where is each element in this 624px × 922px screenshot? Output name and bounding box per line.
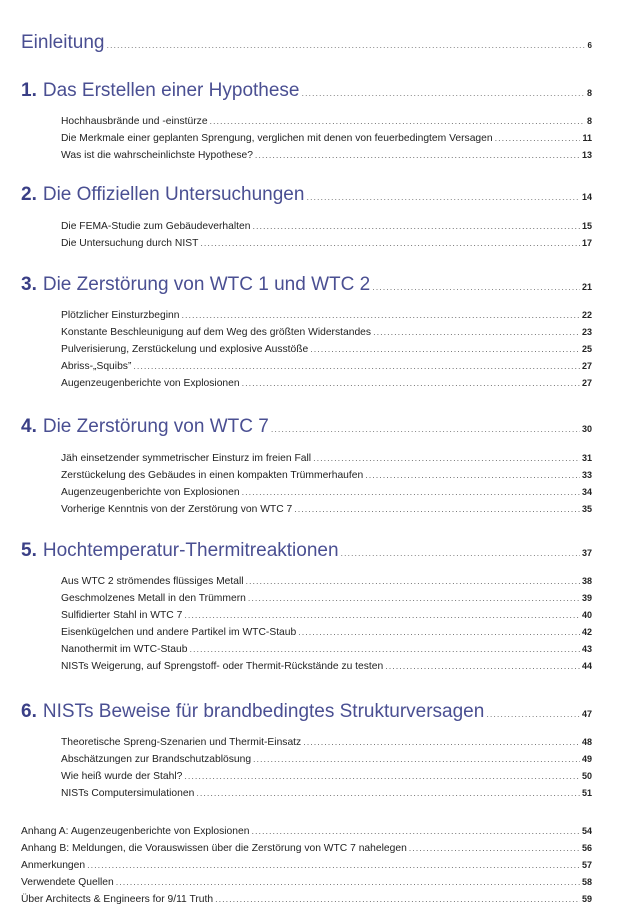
leader-dots — [294, 504, 580, 514]
toc-section[interactable] — [61, 644, 592, 655]
leader-dots — [248, 593, 580, 603]
section-label: Die Merkmale einer geplanten Sprengung, verglichen mit denen von feuerbedingtem Versagen — [61, 133, 493, 144]
toc-section[interactable] — [61, 627, 592, 638]
leader-dots — [310, 344, 580, 354]
section-page: 33 — [581, 470, 592, 480]
leader-dots — [196, 788, 580, 798]
section-page: 8 — [586, 116, 592, 126]
chapter-number: 4. — [21, 416, 37, 437]
section-label: Nanothermit im WTC-Staub — [61, 644, 188, 655]
leader-dots — [253, 754, 580, 764]
section-label: Die Untersuchung durch NIST — [61, 238, 199, 249]
toc-appendix-entry[interactable] — [21, 877, 592, 888]
leader-dots — [365, 470, 580, 480]
appendix-label: Anhang B: Meldungen, die Vorauswissen über die Zerstörung von WTC 7 nahelegen — [21, 843, 407, 854]
section-label: Was ist die wahrscheinlichste Hypothese? — [61, 150, 253, 161]
section-label: Jäh einsetzender symmetrischer Einsturz im freien Fall — [61, 453, 312, 464]
section-page: 49 — [581, 754, 592, 764]
leader-dots — [486, 709, 580, 719]
chapter-page: 47 — [581, 709, 592, 719]
section-page: 35 — [581, 504, 592, 514]
section-page: 40 — [581, 610, 592, 620]
section-label: Abschätzungen zur Brandschutzablösung — [61, 754, 252, 765]
chapter-page: 14 — [581, 192, 592, 202]
toc-appendix-entry[interactable] — [21, 860, 592, 871]
toc-section[interactable] — [61, 221, 592, 232]
section-page: 43 — [581, 644, 592, 654]
leader-dots — [246, 576, 580, 586]
section-label: Wie heiß wurde der Stahl? — [61, 771, 183, 782]
appendix-label: Über Architects & Engineers for 9/11 Truth — [21, 894, 214, 905]
toc-section[interactable] — [61, 737, 592, 748]
appendix-page: 58 — [581, 877, 592, 887]
leader-dots — [271, 424, 580, 434]
toc-appendix-entry[interactable] — [21, 843, 592, 854]
leader-dots — [215, 894, 580, 904]
section-label: Konstante Beschleunigung auf dem Weg des größten Widerstandes — [61, 327, 372, 338]
toc-section[interactable] — [61, 310, 592, 321]
toc-section[interactable] — [61, 361, 592, 372]
chapter-page: 21 — [581, 282, 592, 292]
leader-dots — [306, 192, 580, 202]
leader-dots — [372, 282, 580, 292]
section-label: Hochhausbrände und -einstürze — [61, 116, 208, 127]
section-page: 13 — [581, 150, 592, 160]
toc-appendix-entry[interactable] — [21, 894, 592, 905]
toc-chapter-1[interactable] — [21, 80, 592, 102]
section-page: 34 — [581, 487, 592, 497]
toc-section[interactable] — [61, 470, 592, 481]
section-page: 44 — [581, 661, 592, 671]
chapter-page: 30 — [581, 424, 592, 434]
chapter-number: 3. — [21, 274, 37, 295]
toc-section[interactable] — [61, 593, 592, 604]
section-label: Pulverisierung, Zerstückelung und explosive Ausstöße — [61, 344, 309, 355]
leader-dots — [251, 826, 580, 836]
appendix-page: 54 — [581, 826, 592, 836]
toc-section[interactable] — [61, 133, 592, 144]
toc-section[interactable] — [61, 788, 592, 799]
toc-section[interactable] — [61, 344, 592, 355]
entry-page: 6 — [587, 41, 592, 50]
leader-dots — [87, 860, 580, 870]
toc-chapter-4[interactable] — [21, 416, 592, 438]
toc-section[interactable] — [61, 238, 592, 249]
section-page: 48 — [581, 737, 592, 747]
chapter-number: 6. — [21, 701, 37, 722]
leader-dots — [133, 361, 580, 371]
toc-section[interactable] — [61, 116, 592, 127]
section-page: 17 — [581, 238, 592, 248]
section-label: Theoretische Spreng-Szenarien und Thermit-Einsatz — [61, 737, 302, 748]
section-page: 23 — [581, 327, 592, 337]
section-label: Aus WTC 2 strömendes flüssiges Metall — [61, 576, 244, 587]
toc-chapter-6[interactable] — [21, 701, 592, 723]
section-page: 25 — [581, 344, 592, 354]
section-page: 51 — [581, 788, 592, 798]
leader-dots — [313, 453, 580, 463]
leader-dots — [116, 877, 580, 887]
leader-dots — [385, 661, 580, 671]
section-page: 22 — [581, 310, 592, 320]
toc-chapter-2[interactable] — [21, 184, 592, 206]
section-page: 39 — [581, 593, 592, 603]
section-label: Die FEMA-Studie zum Gebäudeverhalten — [61, 221, 251, 232]
leader-dots — [181, 310, 580, 320]
leader-dots — [302, 88, 585, 98]
section-label: Augenzeugenberichte von Explosionen — [61, 378, 240, 389]
leader-dots — [242, 487, 580, 497]
section-label: Abriss-„Squibs” — [61, 361, 132, 372]
section-page: 11 — [582, 133, 592, 143]
toc-section[interactable] — [61, 610, 592, 621]
appendix-label: Anmerkungen — [21, 860, 86, 871]
leader-dots — [495, 133, 581, 143]
toc-chapter-5[interactable] — [21, 540, 592, 562]
toc-section[interactable] — [61, 487, 592, 498]
chapter-title: NISTs Beweise für brandbedingtes Strukturversagen — [42, 701, 485, 722]
section-page: 50 — [581, 771, 592, 781]
leader-dots — [298, 627, 580, 637]
toc-section[interactable] — [61, 453, 592, 464]
leader-dots — [106, 40, 585, 50]
section-label: Plötzlicher Einsturzbeginn — [61, 310, 180, 321]
section-page: 27 — [581, 361, 592, 371]
leader-dots — [303, 737, 580, 747]
entry-label: Einleitung — [21, 32, 105, 53]
section-label: Sulfidierter Stahl in WTC 7 — [61, 610, 183, 621]
toc-appendix-entry[interactable] — [21, 826, 592, 837]
leader-dots — [373, 327, 580, 337]
toc-section[interactable] — [61, 378, 592, 389]
chapter-title: Die Zerstörung von WTC 7 — [42, 416, 269, 437]
chapter-page: 37 — [581, 548, 592, 558]
chapter-title: Die Zerstörung von WTC 1 und WTC 2 — [42, 274, 371, 295]
section-label: Eisenkügelchen und andere Partikel im WTC-Staub — [61, 627, 297, 638]
section-label: Geschmolzenes Metall in den Trümmern — [61, 593, 246, 604]
leader-dots — [409, 843, 580, 853]
toc-section[interactable] — [61, 771, 592, 782]
toc-section[interactable] — [61, 576, 592, 587]
section-label: Zerstückelung des Gebäudes in einen kompakten Trümmerhaufen — [61, 470, 364, 481]
chapter-number: 5. — [21, 540, 37, 561]
chapter-title: Das Erstellen einer Hypothese — [42, 80, 300, 101]
leader-dots — [189, 644, 580, 654]
chapter-title: Hochtemperatur-Thermitreaktionen — [42, 540, 339, 561]
toc-section[interactable] — [61, 754, 592, 765]
chapter-number: 1. — [21, 80, 37, 101]
section-label: NISTs Weigerung, auf Sprengstoff- oder Thermit-Rückstände zu testen — [61, 661, 384, 672]
leader-dots — [184, 771, 580, 781]
leader-dots — [184, 610, 580, 620]
section-page: 31 — [581, 453, 592, 463]
leader-dots — [210, 116, 585, 126]
section-page: 15 — [581, 221, 592, 231]
toc-entry-intro[interactable] — [21, 32, 592, 54]
appendix-label: Verwendete Quellen — [21, 877, 114, 888]
leader-dots — [242, 378, 580, 388]
chapter-page: 8 — [586, 88, 592, 98]
chapter-number: 2. — [21, 184, 37, 205]
appendix-page: 59 — [581, 894, 592, 904]
section-label: NISTs Computersimulationen — [61, 788, 195, 799]
toc-section[interactable] — [61, 327, 592, 338]
section-page: 42 — [581, 627, 592, 637]
section-label: Augenzeugenberichte von Explosionen — [61, 487, 240, 498]
appendix-page: 56 — [581, 843, 592, 853]
appendix-label: Anhang A: Augenzeugenberichte von Explosionen — [21, 826, 250, 837]
toc-section[interactable] — [61, 504, 592, 515]
section-label: Vorherige Kenntnis von der Zerstörung von WTC 7 — [61, 504, 293, 515]
toc-chapter-3[interactable] — [21, 274, 592, 296]
section-page: 27 — [581, 378, 592, 388]
leader-dots — [252, 221, 580, 231]
section-page: 38 — [581, 576, 592, 586]
appendix-page: 57 — [581, 860, 592, 870]
leader-dots — [341, 548, 580, 558]
chapter-title: Die Offiziellen Untersuchungen — [42, 184, 305, 205]
leader-dots — [200, 238, 580, 248]
leader-dots — [255, 150, 580, 160]
toc-section[interactable] — [61, 150, 592, 161]
toc-section[interactable] — [61, 661, 592, 672]
